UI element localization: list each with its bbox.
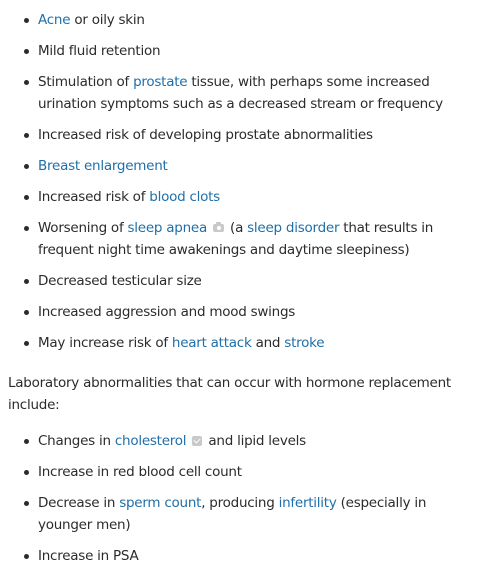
lab-abnormalities-list <box>0 430 479 576</box>
side-effects-list <box>0 9 479 363</box>
list-item <box>0 332 479 354</box>
heart-attack-link[interactable]: heart attack <box>171 335 252 351</box>
infertility-link[interactable]: infertility <box>278 495 337 511</box>
sleep-disorder-link[interactable]: sleep disorder <box>247 220 340 236</box>
list-item-text: Decrease in <box>38 495 120 511</box>
stroke-link[interactable]: stroke <box>284 335 325 351</box>
camera-icon[interactable] <box>213 224 224 232</box>
cholesterol-link[interactable]: cholesterol <box>114 433 187 449</box>
list-item <box>0 217 479 261</box>
list-item-text: , producing <box>201 495 279 511</box>
lab-abnormalities-paragraph: Laboratory abnormalities that can occur with hormone replacement include: <box>8 375 451 413</box>
list-item <box>0 186 479 208</box>
list-item-text: Decreased testicular size <box>38 273 202 289</box>
list-item <box>0 124 479 146</box>
list-item <box>0 492 479 536</box>
list-item-text: Increase in red blood cell count <box>38 464 242 480</box>
list-item <box>0 461 479 483</box>
list-item-text: Changes in <box>38 433 115 449</box>
list-item-text: Mild fluid retention <box>38 43 161 59</box>
list-item-text: Increase in PSA <box>38 548 139 564</box>
list-item-text: tissue, with perhaps some increased urination symptoms such as a decreased stream or frequency <box>38 74 443 112</box>
sperm-count-link[interactable]: sperm count <box>119 495 202 511</box>
list-item-text: May increase risk of <box>38 335 172 351</box>
list-item-text: Worsening of <box>38 220 128 236</box>
breast-enlargement-link[interactable]: Breast enlargement <box>38 158 168 174</box>
list-item-text: and lipid levels <box>204 433 306 449</box>
list-item <box>0 430 479 452</box>
list-item-text: (especially in younger men) <box>38 495 427 533</box>
list-item <box>0 71 479 115</box>
list-item-text: or oily skin <box>70 12 145 28</box>
list-item <box>0 270 479 292</box>
list-item <box>0 545 479 567</box>
list-item <box>0 301 479 323</box>
list-item-text: Increased risk of developing prostate abnormalities <box>38 127 373 143</box>
prostate-link[interactable]: prostate <box>133 74 188 90</box>
check-badge-icon[interactable] <box>192 436 202 446</box>
list-item-text: Increased risk of <box>38 189 150 205</box>
list-item <box>0 155 479 177</box>
sleep-apnea-link[interactable]: sleep apnea <box>127 220 207 236</box>
list-item-text: that results in frequent night time awakenings and daytime sleepiness) <box>38 220 434 258</box>
acne-link[interactable]: Acne <box>38 12 71 28</box>
list-item-text: Increased aggression and mood swings <box>38 304 296 320</box>
blood-clots-link[interactable]: blood clots <box>149 189 220 205</box>
list-item-text: Stimulation of <box>38 74 134 90</box>
list-item-text: (a <box>226 220 248 236</box>
list-item-text: and <box>251 335 285 351</box>
list-item <box>0 40 479 62</box>
list-item <box>0 9 479 31</box>
